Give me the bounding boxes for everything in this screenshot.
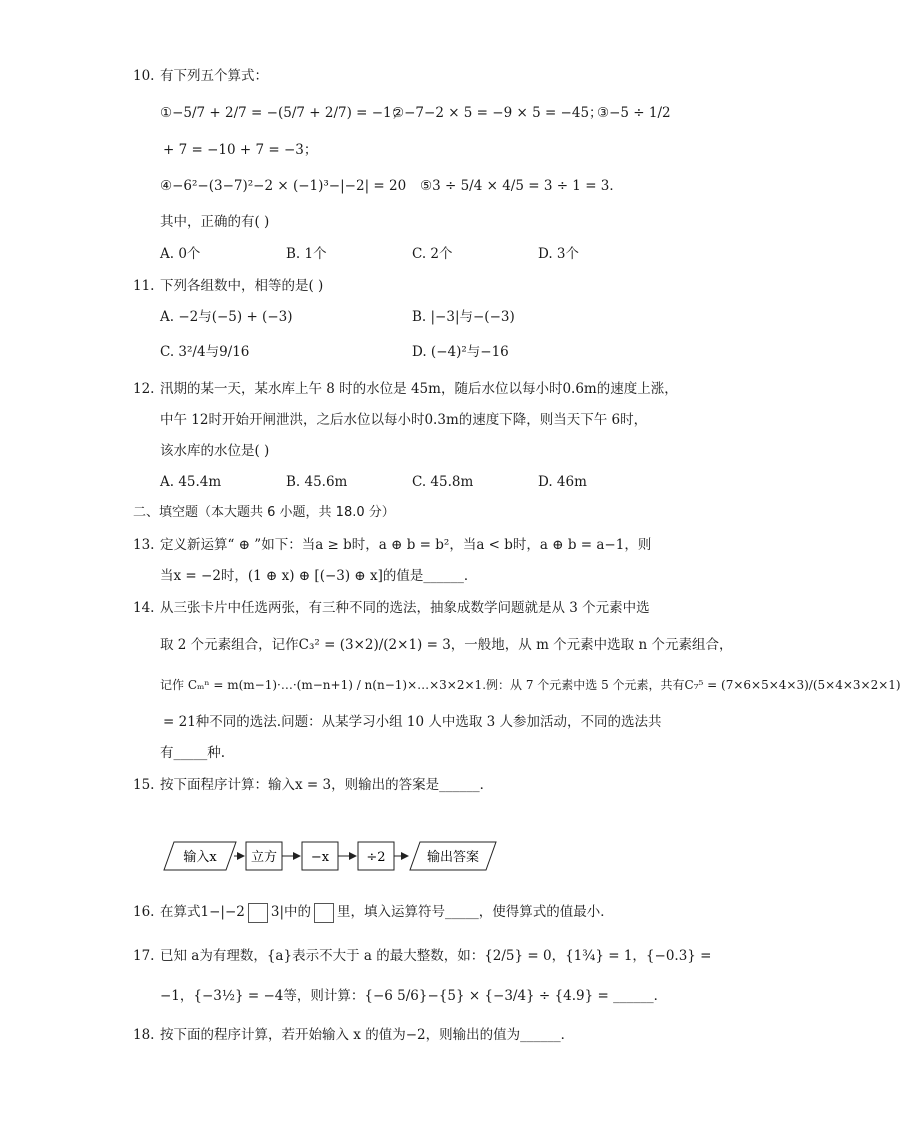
q16-blank-box-1 — [248, 903, 268, 923]
q11-option-b: B. |−3|与−(−3) — [412, 309, 515, 325]
q10-formula-3b: + 7 = −10 + 7 = −3； — [163, 142, 318, 158]
q10-option-a: A. 0个 — [160, 246, 201, 262]
q10-formula-3a: ③−5 ÷ 1/2 — [597, 105, 671, 121]
q11-option-c: C. 3²/4与9/16 — [160, 344, 250, 360]
q11-stem: 下列各组数中，相等的是( ) — [160, 278, 324, 294]
q12-number: 12. — [133, 381, 155, 397]
q17-line-2: −1，{−3½} = −4等，则计算：{−6 5/6}−{5} × {−3/4} ÷ {4.9} = ______． — [160, 988, 668, 1004]
q17-number: 17. — [133, 948, 155, 964]
q10-number: 10. — [133, 68, 155, 84]
q13-number: 13. — [133, 537, 155, 553]
q12-option-d: D. 46m — [538, 474, 587, 490]
q17-line-1: 已知 a为有理数，{a}表示不大于 a 的最大整数，如：{2/5} = 0，{1¾} = 1，{−0.3} = — [160, 948, 712, 964]
q10-formula-4: ④−6²−(3−7)²−2 × (−1)³−|−2| = 20 — [160, 178, 407, 194]
q11-option-a: A. −2与(−5) + (−3) — [160, 309, 293, 325]
q11-option-d: D. (−4)²与−16 — [412, 344, 509, 360]
q12-option-c: C. 45.8m — [412, 474, 474, 490]
q10-option-c: C. 2个 — [412, 246, 453, 262]
q12-option-b: B. 45.6m — [286, 474, 348, 490]
q18-stem: 按下面的程序计算，若开始输入 x 的值为−2，则输出的值为______． — [160, 1027, 575, 1043]
flow-cube-label: 立方 — [250, 850, 278, 865]
q18-number: 18. — [133, 1027, 155, 1043]
q10-stem: 有下列五个算式： — [160, 68, 268, 84]
flow-output-label: 输出答案 — [426, 850, 480, 865]
q11-number: 11. — [133, 278, 155, 294]
q10-ask: 其中，正确的有( ) — [160, 214, 270, 230]
q15-flowchart — [160, 836, 500, 876]
q16-blank-box-2 — [314, 903, 334, 923]
q12-line-3: 该水库的水位是( ) — [160, 443, 270, 459]
flow-divide-label: ÷2 — [366, 850, 386, 865]
q16-part-a: 在算式1−|−2 — [160, 904, 245, 920]
q14-line-3: 记作 Cₘⁿ = m(m−1)·…·(m−n+1) / n(n−1)×…×3×2×1.例：从 7 个元素中选 5 个元素，共有C₇⁵ = (7×6×5×4×3)/(5×4×3×2×1) — [160, 678, 901, 692]
q10-formula-2: ②−7−2 × 5 = −9 × 5 = −45； — [392, 105, 603, 121]
q10-option-d: D. 3个 — [538, 246, 580, 262]
q16-number: 16. — [133, 904, 155, 920]
q10-formula-1: ①−5/7 + 2/7 = −(5/7 + 2/7) = −1； — [160, 105, 406, 121]
q16-line — [160, 902, 614, 923]
q15-stem: 按下面程序计算：输入x = 3，则输出的答案是______． — [160, 777, 494, 793]
q13-line-2: 当x = −2时，(1 ⊕ x) ⊕ [(−3) ⊕ x]的值是______． — [160, 568, 478, 584]
q14-line-5: 有_____种. — [160, 745, 226, 761]
flow-minus-x-label: −x — [310, 850, 330, 865]
q12-line-2: 中午 12时开始开闸泄洪，之后水位以每小时0.3m的速度下降，则当天下午 6时， — [160, 412, 648, 428]
q14-line-4: = 21种不同的选法.问题：从某学习小组 10 人中选取 3 人参加活动，不同的选法共 — [163, 714, 662, 730]
q12-line-1: 汛期的某一天，某水库上午 8 时的水位是 45m，随后水位以每小时0.6m的速度上涨， — [160, 381, 678, 397]
q14-line-1: 从三张卡片中任选两张，有三种不同的选法，抽象成数学问题就是从 3 个元素中选 — [160, 600, 650, 616]
q13-line-1: 定义新运算“ ⊕ ”如下：当a ≥ b时，a ⊕ b = b²，当a < b时，a ⊕ b = a−1，则 — [160, 537, 652, 553]
q14-number: 14. — [133, 600, 155, 616]
q15-number: 15. — [133, 777, 155, 793]
q10-formula-5: ⑤3 ÷ 5/4 × 4/5 = 3 ÷ 1 = 3． — [420, 178, 623, 194]
q16-part-b: 3|中的 — [270, 904, 311, 920]
section-heading: 二、填空题（本大题共 6 小题，共 18.0 分） — [133, 505, 395, 520]
q12-option-a: A. 45.4m — [160, 474, 222, 490]
q10-option-b: B. 1个 — [286, 246, 327, 262]
q14-line-2: 取 2 个元素组合，记作C₃² = (3×2)/(2×1) = 3，一般地，从 m 个元素中选取 n 个元素组合， — [160, 637, 733, 653]
q16-part-c: 里，填入运算符号_____，使得算式的值最小． — [337, 904, 614, 920]
flow-input-label: 输入x — [183, 850, 217, 865]
